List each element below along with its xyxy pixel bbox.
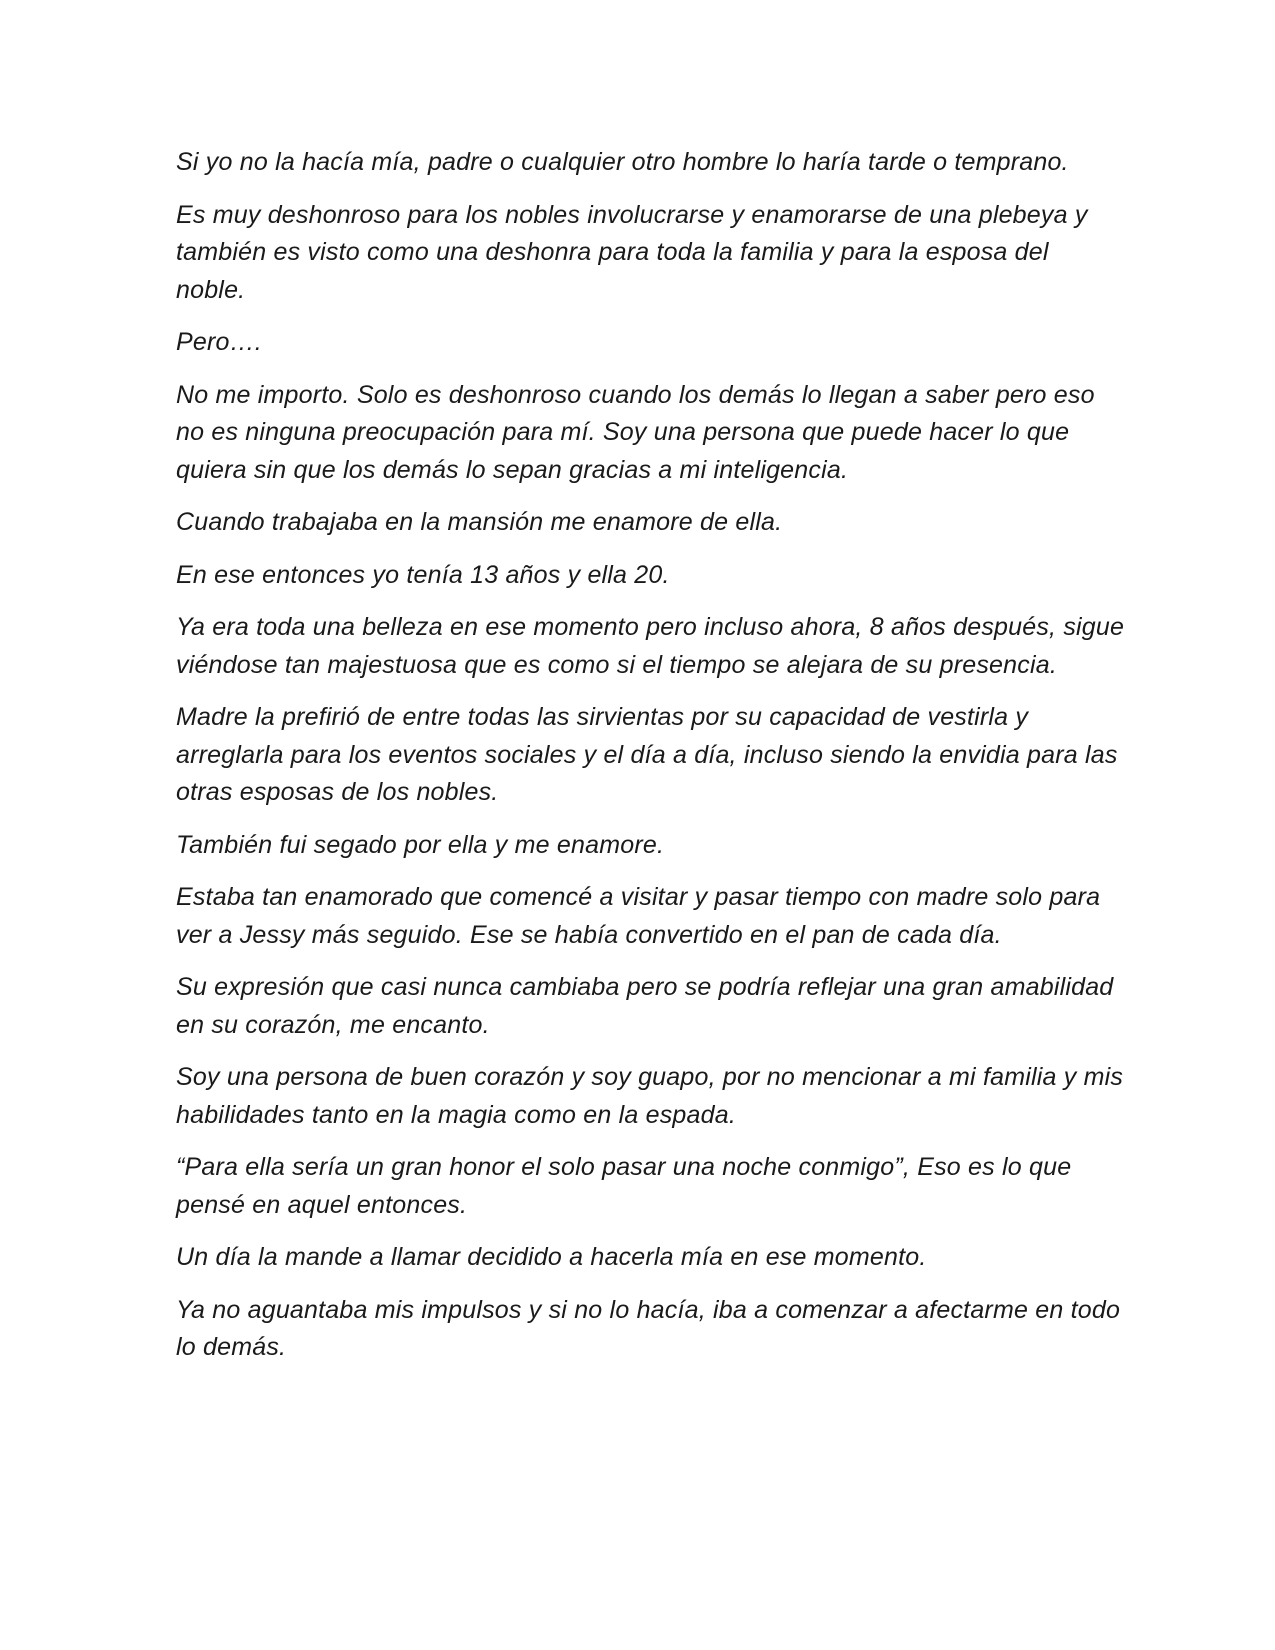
paragraph: No me importo. Solo es deshonroso cuando los demás lo llegan a saber pero eso no es ninguna preocupación para mí. Soy una persona que puede hacer lo que quiera sin que los demás lo sepan gracias a mi inteligencia.	[176, 380, 1095, 484]
paragraph: Madre la prefirió de entre todas las sirvientas por su capacidad de vestirla y arreglarla para los eventos sociales y el día a día, incluso siendo la envidia para las otras esposas de los nobles.	[176, 703, 1118, 806]
paragraph: Si yo no la hacía mía, padre o cualquier otro hombre lo haría tarde o temprano.	[176, 148, 1069, 176]
paragraph: Un día la mande a llamar decidido a hacerla mía en ese momento.	[176, 1243, 927, 1271]
paragraph: Ya no aguantaba mis impulsos y si no lo hacía, iba a comenzar a afectarme en todo lo demás.	[176, 1295, 1121, 1361]
paragraph: Es muy deshonroso para los nobles involucrarse y enamorarse de una plebeya y también es visto como una deshonra para toda la familia y para la esposa del noble.	[176, 200, 1088, 304]
paragraph: En ese entonces yo tenía 13 años y ella 20.	[176, 560, 670, 589]
paragraph: También fui segado por ella y me enamore.	[176, 830, 665, 859]
paragraph: Pero….	[176, 328, 262, 356]
paragraph: Cuando trabajaba en la mansión me enamore de ella.	[176, 508, 783, 536]
paragraph: Soy una persona de buen corazón y soy guapo, por no mencionar a mi familia y mis habilidades tanto en la magia como en la espada.	[176, 1063, 1124, 1129]
paragraph: Ya era toda una belleza en ese momento pero incluso ahora, 8 años después, sigue viéndose tan majestuosa que es como si el tiempo se alejara de su presencia.	[176, 613, 1125, 679]
paragraph: Su expresión que casi nunca cambiaba pero se podría reflejar una gran amabilidad en su corazón, me encanto.	[176, 973, 1114, 1039]
paragraph: Estaba tan enamorado que comencé a visitar y pasar tiempo con madre solo para ver a Jessy más seguido. Ese se había convertido en el pan de cada día.	[176, 883, 1101, 949]
paragraph: “Para ella sería un gran honor el solo pasar una noche conmigo”, Eso es lo que pensé en aquel entonces.	[176, 1153, 1072, 1219]
